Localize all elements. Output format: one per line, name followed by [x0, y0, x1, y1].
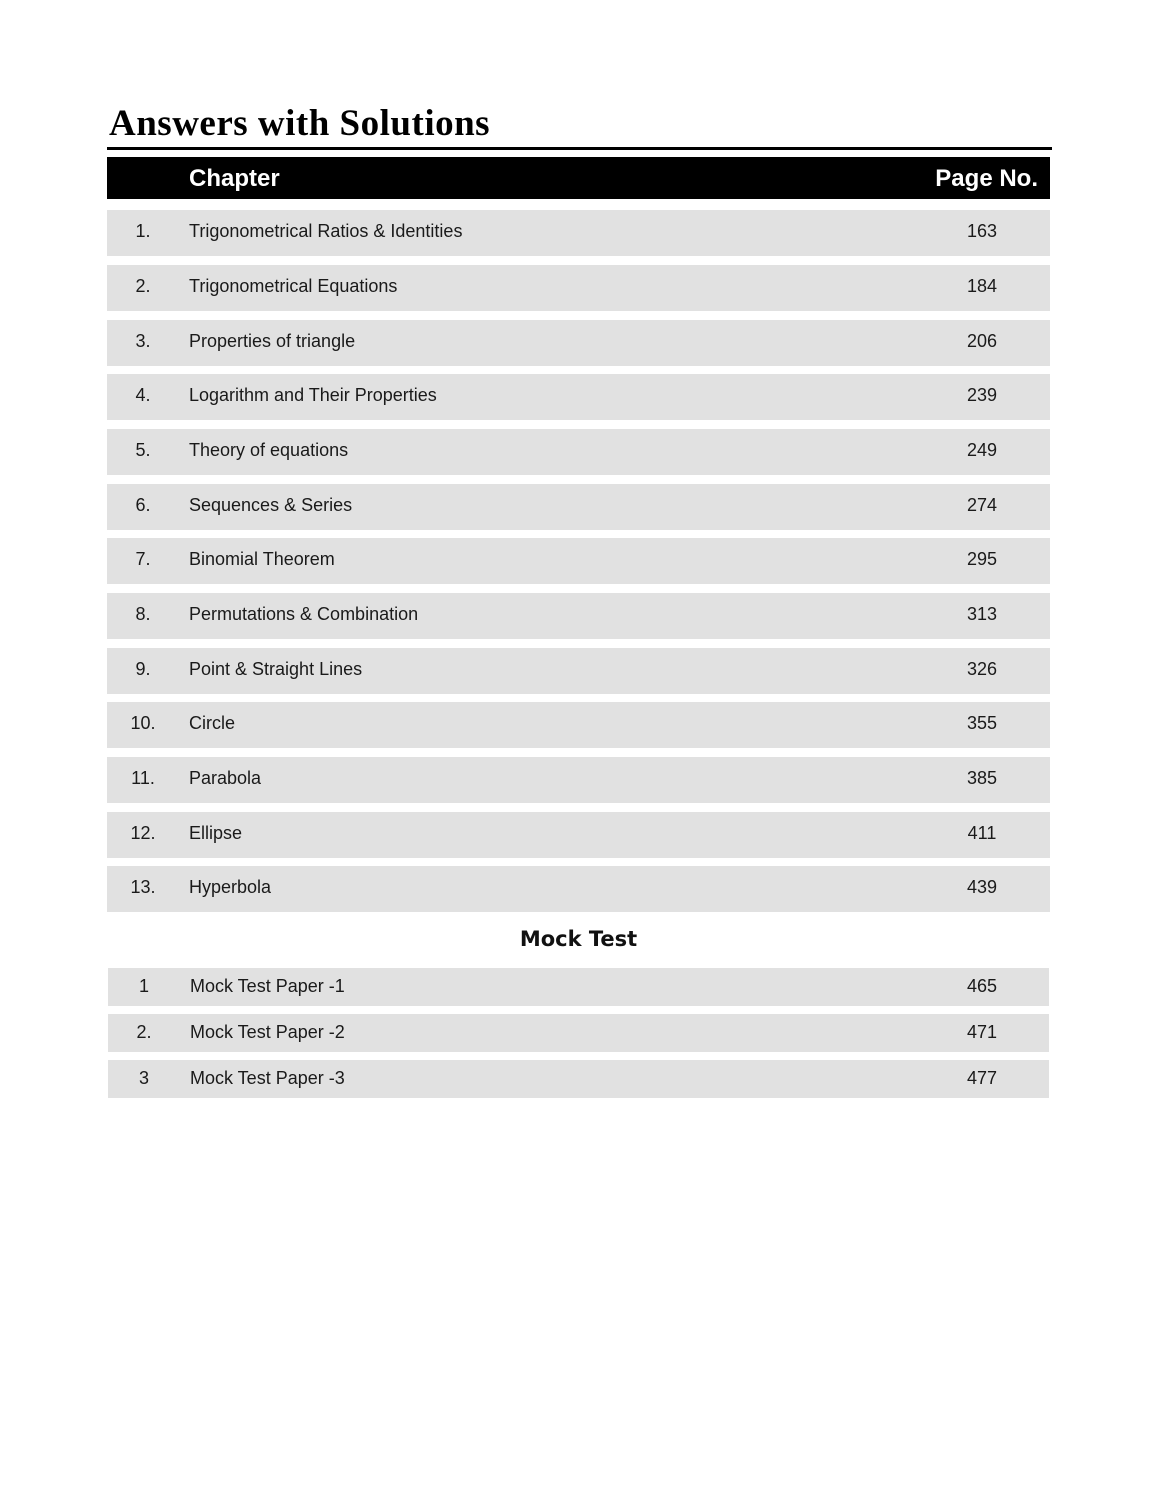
chapter-title: Trigonometrical Ratios & Identities [189, 221, 463, 241]
chapter-row[interactable] [107, 265, 1050, 311]
mock-test-number: 2. [136, 1022, 152, 1042]
chapter-row[interactable] [107, 484, 1050, 530]
title-divider [107, 147, 1052, 150]
chapter-page: 249 [966, 440, 998, 460]
chapter-number: 10. [130, 713, 156, 733]
chapter-row[interactable] [107, 593, 1050, 639]
chapter-number: 11. [131, 768, 155, 788]
chapter-page: 326 [966, 659, 998, 679]
chapter-row[interactable] [107, 374, 1050, 420]
chapter-page: 184 [966, 276, 998, 296]
mock-test-number: 1 [138, 976, 149, 996]
chapter-row[interactable] [107, 702, 1050, 748]
chapter-number: 2. [135, 276, 151, 296]
chapter-number: 7. [135, 549, 151, 569]
chapter-number: 8. [135, 604, 151, 624]
chapter-number: 6. [135, 495, 151, 515]
chapter-row[interactable] [107, 648, 1050, 694]
chapter-number: 1. [135, 221, 151, 241]
table-header [107, 157, 1050, 199]
mock-test-page: 465 [966, 976, 998, 996]
chapter-page: 385 [966, 768, 998, 788]
mock-test-row[interactable] [108, 1014, 1049, 1052]
chapter-title: Binomial Theorem [189, 549, 335, 569]
chapter-number: 4. [135, 385, 151, 405]
chapter-page: 295 [966, 549, 998, 569]
chapter-title: Parabola [189, 768, 262, 788]
chapter-number: 12. [130, 823, 156, 843]
chapter-number: 13. [130, 877, 156, 897]
chapter-number: 3. [135, 331, 151, 351]
chapter-page: 206 [966, 331, 998, 351]
chapter-page: 163 [966, 221, 998, 241]
chapter-row[interactable] [107, 429, 1050, 475]
chapter-title: Sequences & Series [189, 495, 353, 515]
chapter-row[interactable] [107, 866, 1050, 912]
chapter-row[interactable] [107, 538, 1050, 584]
chapter-page: 313 [966, 604, 998, 624]
chapter-title: Properties of triangle [189, 331, 356, 351]
chapter-title: Ellipse [189, 823, 243, 843]
chapter-title: Permutations & Combination [189, 604, 419, 624]
chapter-row[interactable] [107, 757, 1050, 803]
chapter-row[interactable] [107, 210, 1050, 256]
mock-test-number: 3 [138, 1068, 149, 1088]
mock-test-page: 477 [966, 1068, 998, 1088]
chapter-number: 5. [135, 440, 151, 460]
chapter-title: Point & Straight Lines [189, 659, 363, 679]
chapter-page: 355 [966, 713, 998, 733]
mock-test-title: Mock Test Paper -2 [190, 1022, 345, 1042]
mock-test-title: Mock Test Paper -3 [190, 1068, 345, 1088]
chapter-row[interactable] [107, 320, 1050, 366]
mock-test-title: Mock Test Paper -1 [190, 976, 345, 996]
chapter-row[interactable] [107, 812, 1050, 858]
chapter-title: Theory of equations [189, 440, 349, 460]
chapter-title: Logarithm and Their Properties [189, 385, 437, 405]
header-page-label: Page No. [935, 165, 1038, 192]
mock-test-heading: Mock Test [519, 927, 638, 951]
chapter-page: 439 [966, 877, 998, 897]
header-chapter-label: Chapter [189, 165, 280, 192]
mock-test-row[interactable] [108, 968, 1049, 1006]
chapter-number: 9. [135, 659, 151, 679]
mock-test-page: 471 [966, 1022, 998, 1042]
chapter-page: 411 [967, 823, 997, 843]
mock-test-row[interactable] [108, 1060, 1049, 1098]
page-title: Answers with Solutions [109, 103, 491, 144]
chapter-title: Circle [189, 713, 236, 733]
chapter-title: Trigonometrical Equations [189, 276, 398, 296]
chapter-page: 239 [966, 385, 998, 405]
chapter-title: Hyperbola [189, 877, 272, 897]
chapter-page: 274 [966, 495, 998, 515]
